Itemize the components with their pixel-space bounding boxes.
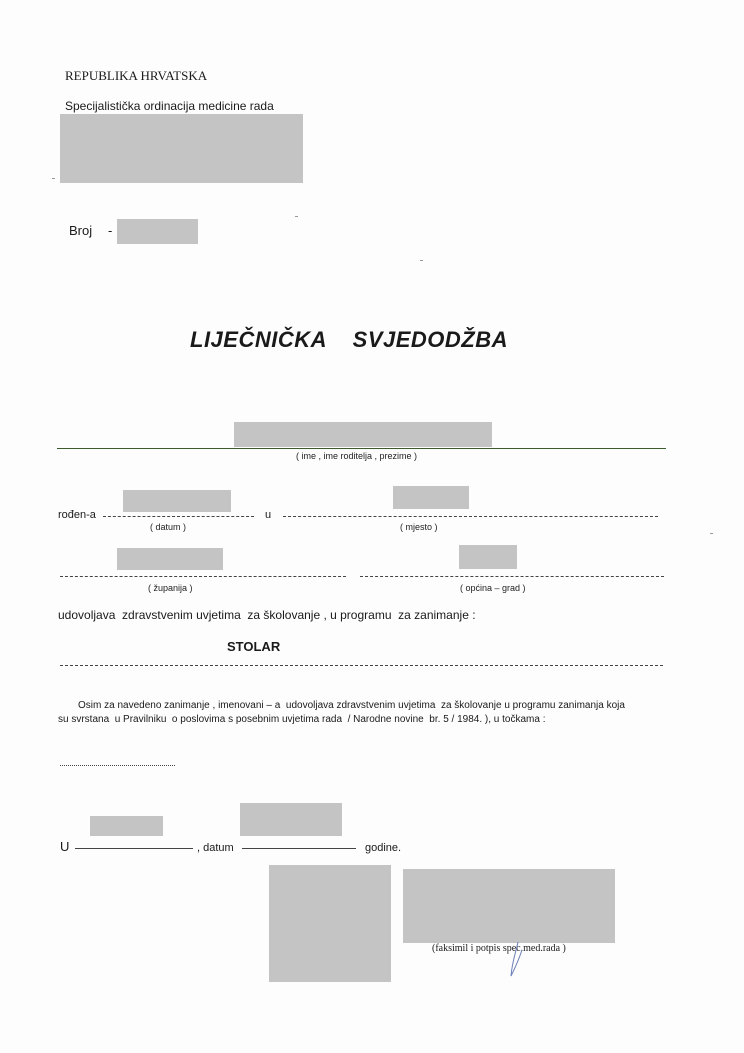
redacted-name (234, 422, 492, 447)
municipality-line (360, 576, 664, 577)
county-caption: ( županija ) (148, 583, 193, 593)
scan-speck (52, 178, 55, 179)
country-name: REPUBLIKA HRVATSKA (65, 68, 208, 83)
redacted-number (117, 219, 198, 244)
number-label: Broj (69, 223, 93, 238)
municipality-caption: ( općina – grad ) (460, 583, 526, 593)
place-caption: ( mjesto ) (400, 522, 438, 532)
points-line (60, 765, 175, 766)
occupation-line (60, 665, 663, 666)
number-separator: - (108, 223, 113, 238)
scan-speck (420, 260, 423, 261)
redacted-date (240, 803, 342, 836)
birth-date-line (103, 516, 254, 517)
scan-speck (710, 533, 713, 534)
redacted-place (90, 816, 163, 836)
redacted-stamp (269, 865, 391, 982)
county-line (60, 576, 346, 577)
signature-stroke-icon (506, 940, 526, 980)
name-caption: ( ime , ime roditelja , prezime ) (296, 451, 418, 461)
in-label: u (265, 509, 272, 521)
redacted-municipality (459, 545, 517, 569)
name-line (57, 448, 666, 449)
date-label: , datum (197, 842, 234, 854)
date-line (242, 848, 356, 849)
year-label: godine. (365, 842, 402, 854)
place-prefix: U (60, 839, 70, 854)
redacted-institution-address (60, 114, 303, 183)
redacted-county (117, 548, 223, 570)
redacted-birth-date (123, 490, 231, 512)
additional-paragraph-line-2: su svrstana u Pravilniku o poslovima s posebnim uvjetima rada / Narodne novine br. 5 / 1984. ), u točkama : (58, 714, 546, 725)
place-line (75, 848, 193, 849)
redacted-signature (403, 869, 615, 943)
redacted-birth-place (393, 486, 469, 509)
signature-caption: (faksimil i potpis spec.med.rada ) (432, 943, 566, 954)
date-caption: ( datum ) (150, 522, 187, 532)
occupation-value: STOLAR (227, 639, 281, 654)
additional-paragraph-line-1: Osim za navedeno zanimanje , imenovani – a udovoljava zdravstvenim uvjetima za školovanje u programu zanimanja koja (78, 700, 625, 711)
institution-name: Specijalistička ordinacija medicine rada (65, 99, 274, 113)
born-label: rođen-a (58, 509, 96, 521)
birth-place-line (283, 516, 658, 517)
scan-speck (295, 216, 298, 217)
document-title: LIJEČNIČKA SVJEDODŽBA (190, 327, 509, 352)
fitness-statement: udovoljava zdravstvenim uvjetima za školovanje , u programu za zanimanje : (58, 608, 476, 622)
